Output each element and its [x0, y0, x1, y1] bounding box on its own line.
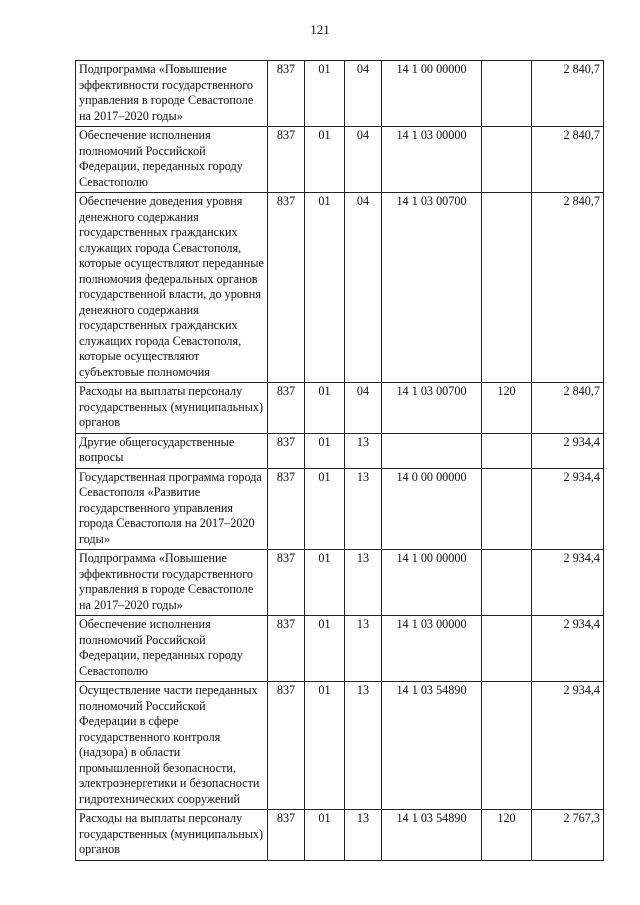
target-article-cell: 14 1 03 54890	[382, 810, 482, 861]
expense-name-cell: Расходы на выплаты персоналу государственных (муниципальных) органов	[76, 810, 268, 861]
subsection-code-cell: 13	[345, 433, 382, 468]
admin-code-cell: 837	[268, 550, 305, 616]
amount-cell: 2 934,4	[532, 468, 604, 550]
target-article-cell: 14 1 03 54890	[382, 682, 482, 810]
target-article-cell: 14 1 00 00000	[382, 61, 482, 127]
table-row	[76, 383, 604, 434]
section-code-cell: 01	[305, 383, 345, 434]
table-row	[76, 616, 604, 682]
expense-type-cell	[482, 616, 532, 682]
admin-code-cell: 837	[268, 61, 305, 127]
admin-code-cell: 837	[268, 468, 305, 550]
admin-code-cell: 837	[268, 682, 305, 810]
page-number: 121	[310, 22, 330, 37]
table-row	[76, 433, 604, 468]
table-row	[76, 127, 604, 193]
subsection-code-cell: 04	[345, 193, 382, 383]
subsection-code-cell: 13	[345, 550, 382, 616]
admin-code-cell: 837	[268, 810, 305, 861]
section-code-cell: 01	[305, 468, 345, 550]
section-code-cell: 01	[305, 433, 345, 468]
expense-type-cell	[482, 550, 532, 616]
target-article-cell: 14 1 03 00000	[382, 127, 482, 193]
expense-name-cell: Обеспечение исполнения полномочий Российской Федерации, переданных городу Севастополю	[76, 616, 268, 682]
subsection-code-cell: 04	[345, 127, 382, 193]
amount-cell: 2 934,4	[532, 682, 604, 810]
target-article-cell: 14 1 03 00700	[382, 193, 482, 383]
section-code-cell: 01	[305, 61, 345, 127]
expense-name-cell: Обеспечение исполнения полномочий Российской Федерации, переданных городу Севастополю	[76, 127, 268, 193]
expense-type-cell	[482, 127, 532, 193]
target-article-cell	[382, 433, 482, 468]
amount-cell: 2 934,4	[532, 433, 604, 468]
section-code-cell: 01	[305, 616, 345, 682]
section-code-cell: 01	[305, 550, 345, 616]
target-article-cell: 14 1 03 00700	[382, 383, 482, 434]
amount-cell: 2 934,4	[532, 616, 604, 682]
section-code-cell: 01	[305, 682, 345, 810]
expense-name-cell: Обеспечение доведения уровня денежного содержания государственных гражданских служащих города Севастополя, которые осуществляют переданные полномочия федеральных органов государственной власти, до уровня денежного содержания государственных гражданских служащих города Севастополя, которые осуществляют субъектовые полномочия	[76, 193, 268, 383]
expense-name-cell: Подпрограмма «Повышение эффективности государственного управления в городе Севастополе на 2017–2020 годы»	[76, 550, 268, 616]
section-code-cell: 01	[305, 127, 345, 193]
admin-code-cell: 837	[268, 193, 305, 383]
table-row	[76, 550, 604, 616]
target-article-cell: 14 1 00 00000	[382, 550, 482, 616]
table-row	[76, 682, 604, 810]
expense-name-cell: Расходы на выплаты персоналу государственных (муниципальных) органов	[76, 383, 268, 434]
subsection-code-cell: 13	[345, 616, 382, 682]
admin-code-cell: 837	[268, 616, 305, 682]
table-row	[76, 61, 604, 127]
amount-cell: 2 840,7	[532, 61, 604, 127]
table-row	[76, 193, 604, 383]
admin-code-cell: 837	[268, 383, 305, 434]
table-body	[76, 61, 604, 861]
section-code-cell: 01	[305, 193, 345, 383]
expense-name-cell: Другие общегосударственные вопросы	[76, 433, 268, 468]
section-code-cell: 01	[305, 810, 345, 861]
expense-type-cell	[482, 433, 532, 468]
subsection-code-cell: 04	[345, 383, 382, 434]
amount-cell: 2 934,4	[532, 550, 604, 616]
target-article-cell: 14 0 00 00000	[382, 468, 482, 550]
expense-name-cell: Осуществление части переданных полномочий Российской Федерации в сфере государственного контроля (надзора) в области промышленной безопасности, электроэнергетики и безопасности гидротехнических сооружений	[76, 682, 268, 810]
amount-cell: 2 840,7	[532, 193, 604, 383]
admin-code-cell: 837	[268, 433, 305, 468]
expense-type-cell	[482, 682, 532, 810]
amount-cell: 2 767,3	[532, 810, 604, 861]
expense-name-cell: Государственная программа города Севастополя «Развитие государственного управления города Севастополя на 2017–2020 годы»	[76, 468, 268, 550]
table-row	[76, 810, 604, 861]
expense-name-cell: Подпрограмма «Повышение эффективности государственного управления в городе Севастополе на 2017–2020 годы»	[76, 61, 268, 127]
expense-type-cell	[482, 193, 532, 383]
table-row	[76, 468, 604, 550]
subsection-code-cell: 13	[345, 468, 382, 550]
budget-table	[75, 60, 604, 861]
subsection-code-cell: 13	[345, 682, 382, 810]
subsection-code-cell: 13	[345, 810, 382, 861]
subsection-code-cell: 04	[345, 61, 382, 127]
amount-cell: 2 840,7	[532, 127, 604, 193]
target-article-cell: 14 1 03 00000	[382, 616, 482, 682]
expense-type-cell	[482, 61, 532, 127]
amount-cell: 2 840,7	[532, 383, 604, 434]
expense-type-cell	[482, 468, 532, 550]
expense-type-cell: 120	[482, 383, 532, 434]
admin-code-cell: 837	[268, 127, 305, 193]
expense-type-cell: 120	[482, 810, 532, 861]
